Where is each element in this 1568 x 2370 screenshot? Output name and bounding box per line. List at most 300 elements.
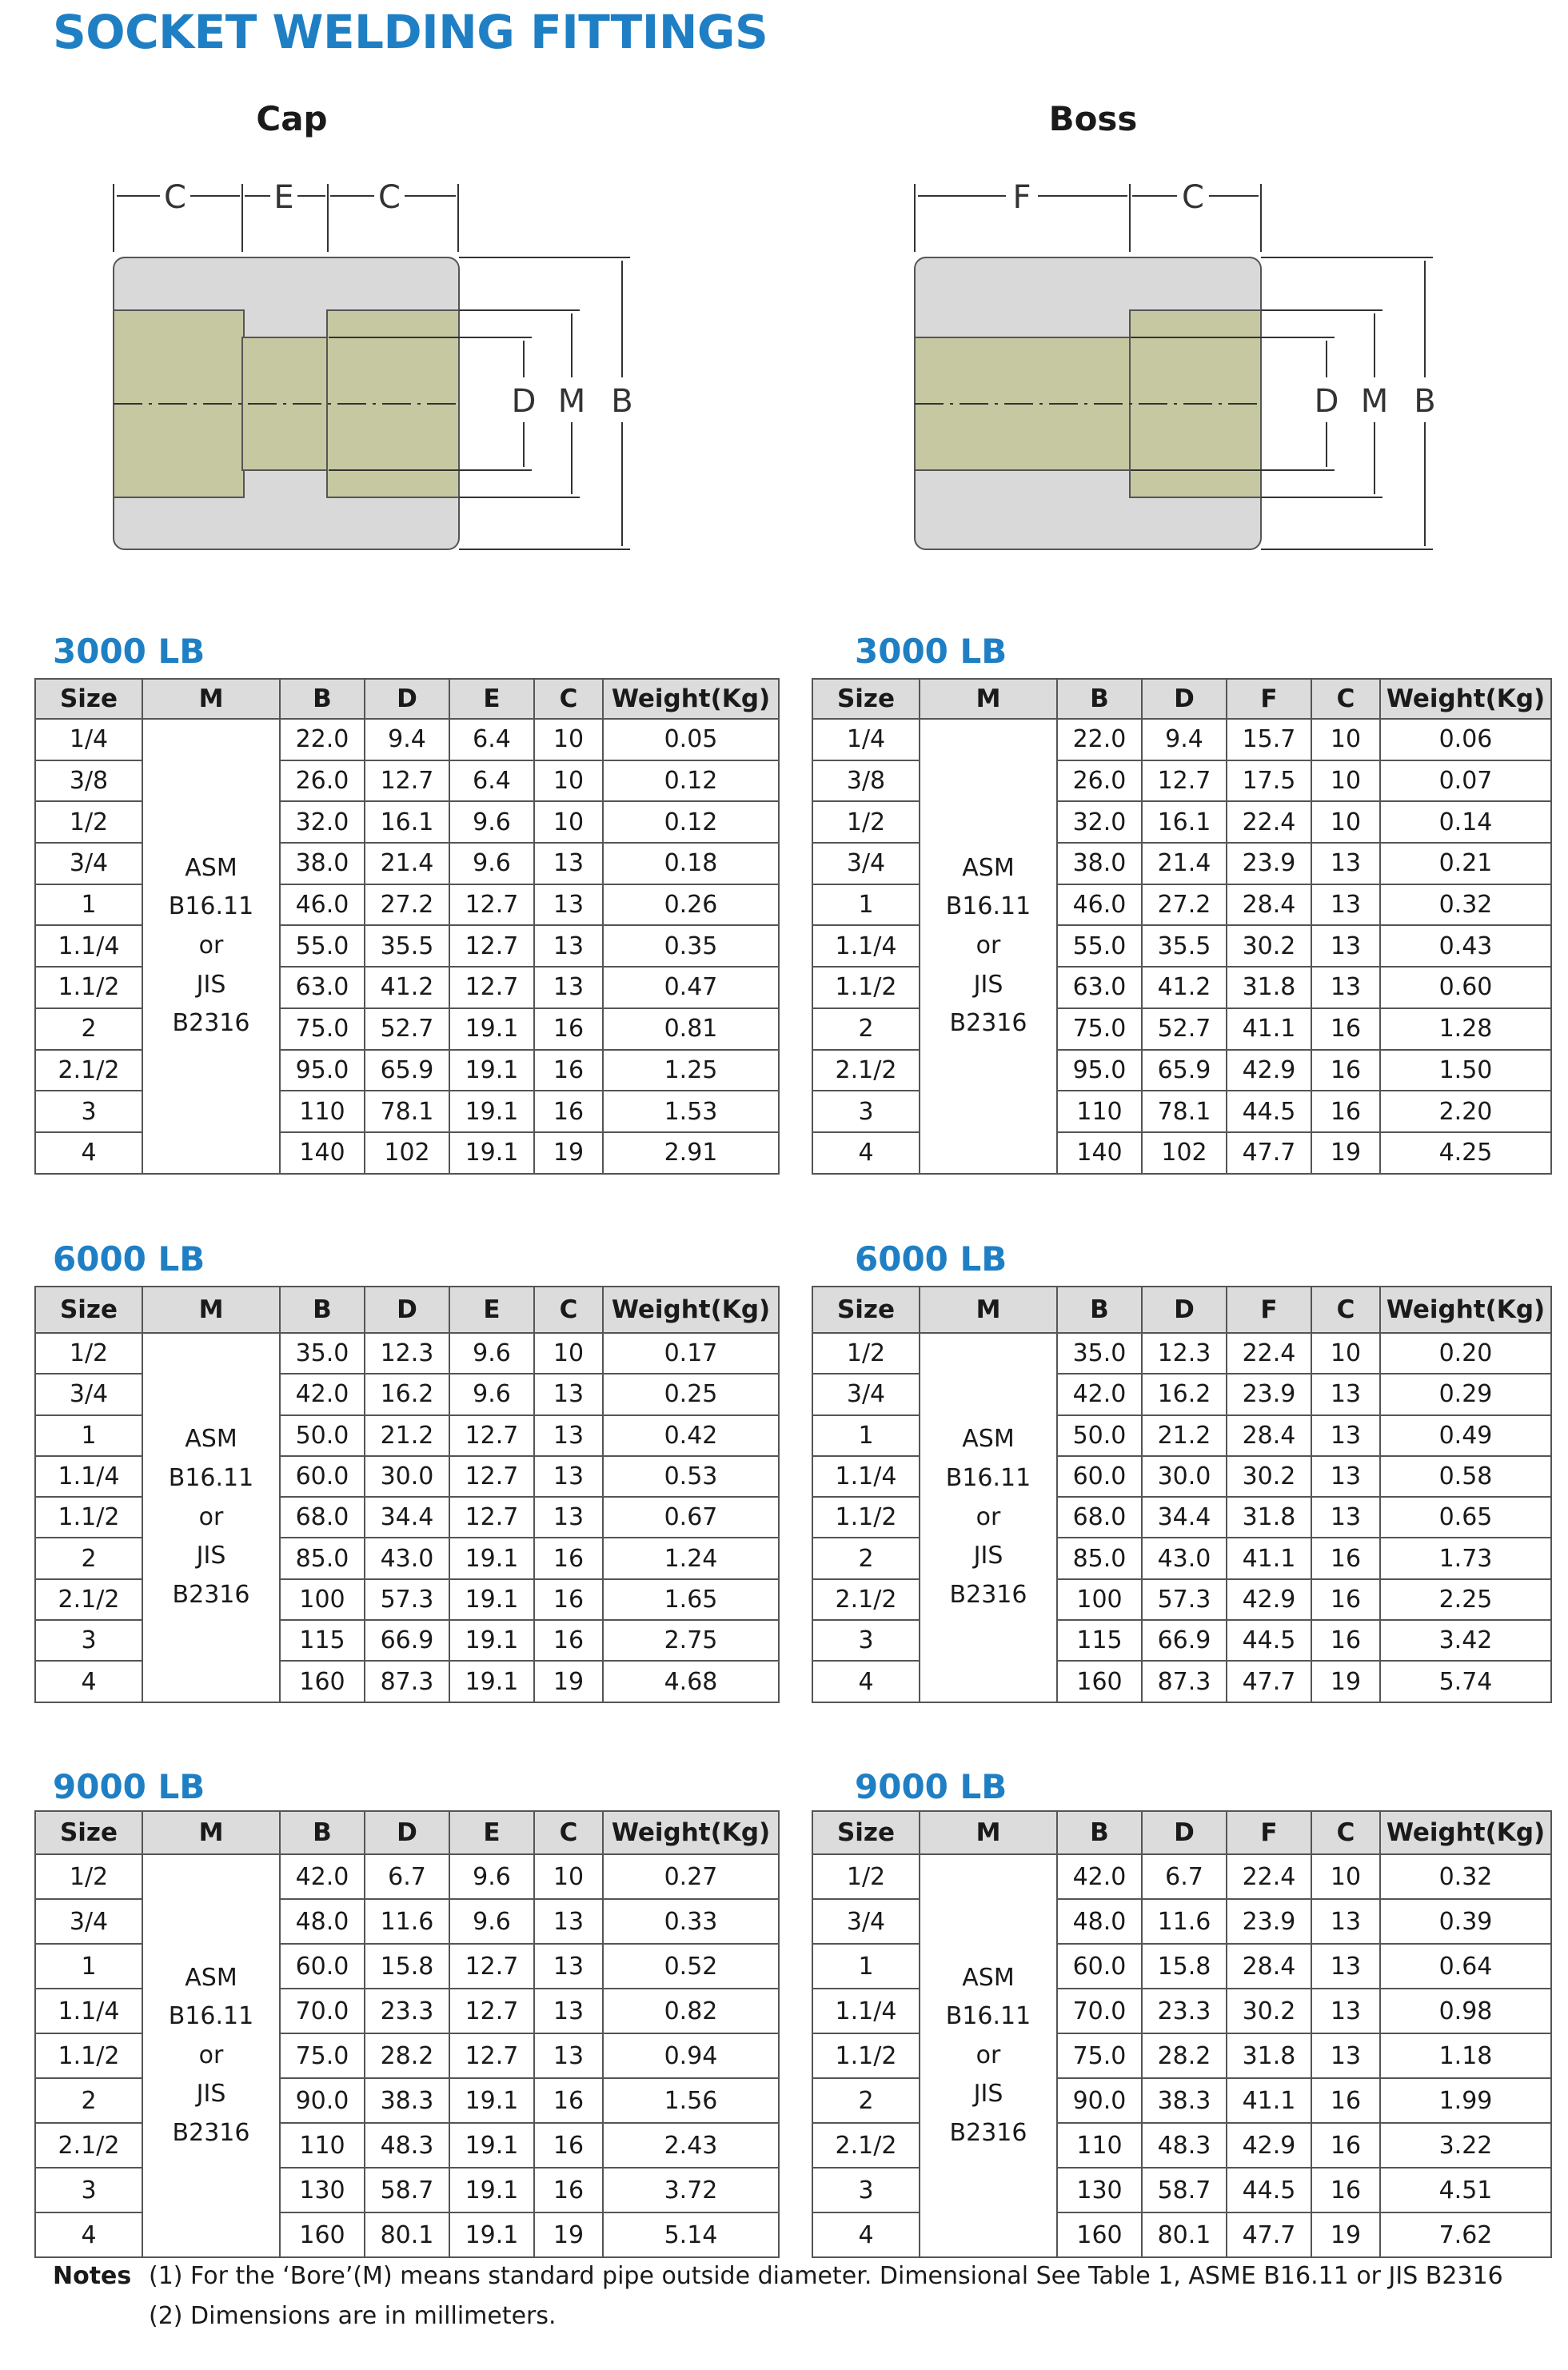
- cell-b: 63.0: [280, 967, 365, 1008]
- cell-b: 115: [280, 1620, 365, 1661]
- cell-size: 2.1/2: [35, 1579, 142, 1620]
- table-row: [812, 719, 1551, 760]
- cell-weight: 2.20: [1380, 1091, 1551, 1132]
- bore-standard-line: B2316: [172, 2118, 250, 2147]
- bore-standard-line: JIS: [196, 2080, 226, 2109]
- bore-standard-line: or: [198, 2041, 224, 2069]
- table-boss-6000-lb: [812, 1286, 1552, 1703]
- table-cap-6000-lb: [34, 1286, 780, 1703]
- cell-c: 13: [1311, 925, 1380, 967]
- cell-c: 10: [534, 719, 603, 760]
- cell-b: 115: [1057, 1620, 1142, 1661]
- cell-b: 60.0: [1057, 1456, 1142, 1497]
- cell-d: 38.3: [365, 2078, 449, 2123]
- cell-c: 13: [534, 1456, 603, 1497]
- cell-d: 66.9: [1142, 1620, 1227, 1661]
- cell-size: 1: [812, 1944, 920, 1989]
- cell-size: 1/4: [35, 719, 142, 760]
- cell-size: 2: [35, 1008, 142, 1050]
- column-header-m: M: [920, 1287, 1057, 1333]
- page-title: SOCKET WELDING FITTINGS: [53, 5, 768, 59]
- cell-e-or-f: 23.9: [1227, 843, 1311, 884]
- column-header-b: B: [1057, 679, 1142, 719]
- cell-e-or-f: 44.5: [1227, 1620, 1311, 1661]
- column-header-m: M: [142, 1811, 280, 1854]
- cell-weight: 5.14: [603, 2212, 779, 2257]
- cell-e-or-f: 30.2: [1227, 1989, 1311, 2033]
- cell-b: 110: [280, 2123, 365, 2168]
- cell-e-or-f: 6.4: [449, 719, 534, 760]
- cell-b: 100: [280, 1579, 365, 1620]
- cell-e-or-f: 9.6: [449, 843, 534, 884]
- cell-c: 10: [1311, 719, 1380, 760]
- bore-standard-line: ASM: [185, 1963, 237, 1992]
- cell-b: 46.0: [1057, 884, 1142, 926]
- cell-d: 102: [365, 1132, 449, 1174]
- table-row: [35, 1333, 779, 1374]
- cell-weight: 0.98: [1380, 1989, 1551, 2033]
- cell-b: 75.0: [280, 1008, 365, 1050]
- column-header-c: C: [1311, 1287, 1380, 1333]
- cell-e-or-f: 12.7: [449, 925, 534, 967]
- cell-d: 21.4: [365, 843, 449, 884]
- cell-b: 68.0: [280, 1497, 365, 1538]
- bore-standard-line: B2316: [949, 2118, 1027, 2147]
- table-cap-3000-lb: [34, 678, 780, 1175]
- bore-standard-cell: [920, 1333, 1057, 1702]
- column-header-d: D: [1142, 1811, 1227, 1854]
- cell-weight: 0.49: [1380, 1415, 1551, 1456]
- cell-e-or-f: 44.5: [1227, 1091, 1311, 1132]
- cell-e-or-f: 41.1: [1227, 1008, 1311, 1050]
- cell-size: 1.1/2: [812, 2033, 920, 2078]
- cell-d: 23.3: [1142, 1989, 1227, 2033]
- cell-e-or-f: 19.1: [449, 2078, 534, 2123]
- cell-weight: 0.14: [1380, 801, 1551, 843]
- cell-weight: 0.27: [603, 1854, 779, 1899]
- cell-b: 63.0: [1057, 967, 1142, 1008]
- cell-c: 16: [1311, 1538, 1380, 1578]
- cell-c: 10: [1311, 801, 1380, 843]
- cell-d: 43.0: [365, 1538, 449, 1578]
- cell-b: 100: [1057, 1579, 1142, 1620]
- column-header-size: Size: [812, 1811, 920, 1854]
- cell-e-or-f: 12.7: [449, 1415, 534, 1456]
- cell-d: 27.2: [1142, 884, 1227, 926]
- cell-size: 1.1/2: [35, 2033, 142, 2078]
- cell-e-or-f: 9.6: [449, 1333, 534, 1374]
- cell-c: 13: [534, 967, 603, 1008]
- cell-b: 160: [280, 2212, 365, 2257]
- table-header-row: [35, 1811, 779, 1854]
- cell-c: 19: [1311, 1661, 1380, 1702]
- cell-size: 1.1/4: [35, 1456, 142, 1497]
- cell-weight: 7.62: [1380, 2212, 1551, 2257]
- cell-c: 13: [534, 1374, 603, 1414]
- cell-c: 16: [534, 1008, 603, 1050]
- bore-standard-cell: [142, 1333, 280, 1702]
- cell-weight: 0.20: [1380, 1333, 1551, 1374]
- cell-d: 15.8: [1142, 1944, 1227, 1989]
- cell-e-or-f: 28.4: [1227, 1415, 1311, 1456]
- cell-d: 102: [1142, 1132, 1227, 1174]
- cell-size: 1/2: [812, 1333, 920, 1374]
- cell-e-or-f: 12.7: [449, 1944, 534, 1989]
- cell-weight: 0.33: [603, 1899, 779, 1944]
- cell-e-or-f: 12.7: [449, 967, 534, 1008]
- cell-size: 1.1/4: [812, 1989, 920, 2033]
- cell-b: 55.0: [280, 925, 365, 967]
- cell-e-or-f: 12.7: [449, 1497, 534, 1538]
- cell-weight: 1.28: [1380, 1008, 1551, 1050]
- cell-size: 4: [812, 1132, 920, 1174]
- cell-weight: 0.07: [1380, 760, 1551, 802]
- cell-e-or-f: 30.2: [1227, 925, 1311, 967]
- note-line-1: [53, 2256, 1503, 2296]
- column-header-weight-kg: Weight(Kg): [603, 1287, 779, 1333]
- cap-dim-m: M: [557, 383, 586, 420]
- section-title-9000-boss: 9000 LB: [855, 1767, 1007, 1806]
- cell-b: 42.0: [280, 1374, 365, 1414]
- cell-c: 13: [1311, 1415, 1380, 1456]
- cell-weight: 0.65: [1380, 1497, 1551, 1538]
- cell-size: 1: [35, 1415, 142, 1456]
- cell-weight: 0.35: [603, 925, 779, 967]
- note-1: (1) For the ‘Bore’(M) means standard pipe outside diameter. Dimensional See Table 1, ASME B16.11 or JIS B2316: [149, 2262, 1503, 2290]
- cell-d: 23.3: [365, 1989, 449, 2033]
- cell-c: 16: [534, 1620, 603, 1661]
- cell-weight: 0.94: [603, 2033, 779, 2078]
- cell-size: 2: [35, 2078, 142, 2123]
- cell-b: 85.0: [280, 1538, 365, 1578]
- cell-c: 16: [1311, 1620, 1380, 1661]
- cell-e-or-f: 31.8: [1227, 967, 1311, 1008]
- cell-e-or-f: 19.1: [449, 1620, 534, 1661]
- cell-c: 16: [534, 2078, 603, 2123]
- table-header-row: [35, 679, 779, 719]
- cell-c: 16: [1311, 2123, 1380, 2168]
- cell-b: 110: [1057, 1091, 1142, 1132]
- cell-b: 32.0: [280, 801, 365, 843]
- cell-b: 110: [280, 1091, 365, 1132]
- cell-size: 1/4: [812, 719, 920, 760]
- cell-e-or-f: 9.6: [449, 1374, 534, 1414]
- cell-b: 95.0: [1057, 1050, 1142, 1091]
- cell-d: 16.1: [365, 801, 449, 843]
- cell-weight: 0.06: [1380, 719, 1551, 760]
- cell-c: 19: [534, 1661, 603, 1702]
- table-cap-9000-lb: [34, 1810, 780, 2258]
- note-line-2: [53, 2296, 1503, 2336]
- cell-weight: 0.21: [1380, 843, 1551, 884]
- cell-weight: 0.29: [1380, 1374, 1551, 1414]
- cell-weight: 0.82: [603, 1989, 779, 2033]
- cell-size: 4: [35, 2212, 142, 2257]
- cell-size: 3: [812, 1091, 920, 1132]
- cell-c: 10: [1311, 1333, 1380, 1374]
- cell-c: 13: [1311, 1497, 1380, 1538]
- cell-weight: 2.91: [603, 1132, 779, 1174]
- cell-weight: 1.56: [603, 2078, 779, 2123]
- cell-b: 42.0: [1057, 1854, 1142, 1899]
- cell-weight: 0.52: [603, 1944, 779, 1989]
- cell-size: 1/2: [35, 801, 142, 843]
- column-header-d: D: [365, 1811, 449, 1854]
- cell-e-or-f: 31.8: [1227, 2033, 1311, 2078]
- cell-c: 16: [1311, 2168, 1380, 2212]
- column-header-f: F: [1227, 1811, 1311, 1854]
- bore-standard-line: B16.11: [945, 892, 1031, 921]
- cell-size: 3/4: [35, 843, 142, 884]
- cell-d: 11.6: [365, 1899, 449, 1944]
- cell-b: 32.0: [1057, 801, 1142, 843]
- cell-size: 2.1/2: [35, 2123, 142, 2168]
- cell-weight: 0.39: [1380, 1899, 1551, 1944]
- cell-weight: 1.53: [603, 1091, 779, 1132]
- cell-d: 52.7: [1142, 1008, 1227, 1050]
- bore-standard-line: JIS: [196, 1542, 226, 1570]
- cell-c: 13: [534, 925, 603, 967]
- cell-d: 80.1: [365, 2212, 449, 2257]
- cell-size: 1: [812, 884, 920, 926]
- cell-d: 34.4: [1142, 1497, 1227, 1538]
- bore-standard-line: or: [976, 2041, 1001, 2069]
- cell-e-or-f: 19.1: [449, 1008, 534, 1050]
- cell-b: 160: [1057, 1661, 1142, 1702]
- cell-weight: 0.12: [603, 801, 779, 843]
- cell-size: 2: [812, 1008, 920, 1050]
- cell-size: 3: [812, 2168, 920, 2212]
- cell-c: 13: [534, 1989, 603, 2033]
- cell-d: 52.7: [365, 1008, 449, 1050]
- cell-size: 1.1/2: [35, 1497, 142, 1538]
- table-header-row: [812, 1811, 1551, 1854]
- cell-d: 41.2: [1142, 967, 1227, 1008]
- table-header-row: [35, 1287, 779, 1333]
- cell-c: 16: [534, 1050, 603, 1091]
- cell-weight: 0.58: [1380, 1456, 1551, 1497]
- column-header-d: D: [365, 1287, 449, 1333]
- cell-size: 3: [35, 1091, 142, 1132]
- cell-weight: 0.32: [1380, 1854, 1551, 1899]
- cell-d: 41.2: [365, 967, 449, 1008]
- cell-size: 3: [35, 1620, 142, 1661]
- cell-e-or-f: 19.1: [449, 2168, 534, 2212]
- column-header-b: B: [1057, 1811, 1142, 1854]
- cell-e-or-f: 12.7: [449, 1989, 534, 2033]
- cell-weight: 3.42: [1380, 1620, 1551, 1661]
- cell-e-or-f: 44.5: [1227, 2168, 1311, 2212]
- cell-weight: 0.12: [603, 760, 779, 802]
- column-header-m: M: [920, 679, 1057, 719]
- cell-size: 3/4: [812, 843, 920, 884]
- cell-weight: 1.24: [603, 1538, 779, 1578]
- cell-weight: 0.32: [1380, 884, 1551, 926]
- cell-e-or-f: 41.1: [1227, 2078, 1311, 2123]
- cell-d: 16.2: [365, 1374, 449, 1414]
- cell-c: 10: [534, 1333, 603, 1374]
- cell-d: 57.3: [365, 1579, 449, 1620]
- bore-standard-line: B16.11: [945, 1463, 1031, 1492]
- column-header-e: E: [449, 1287, 534, 1333]
- cell-b: 90.0: [280, 2078, 365, 2123]
- cell-b: 75.0: [280, 2033, 365, 2078]
- cell-c: 13: [534, 1497, 603, 1538]
- cell-d: 12.7: [1142, 760, 1227, 802]
- cell-b: 48.0: [280, 1899, 365, 1944]
- cell-c: 13: [534, 1899, 603, 1944]
- cell-d: 15.8: [365, 1944, 449, 1989]
- cell-size: 2.1/2: [35, 1050, 142, 1091]
- cell-d: 57.3: [1142, 1579, 1227, 1620]
- cell-e-or-f: 22.4: [1227, 801, 1311, 843]
- cell-d: 58.7: [1142, 2168, 1227, 2212]
- cell-c: 13: [1311, 1989, 1380, 2033]
- cell-d: 6.7: [365, 1854, 449, 1899]
- cell-size: 3/8: [35, 760, 142, 802]
- cell-weight: 0.81: [603, 1008, 779, 1050]
- cell-b: 70.0: [280, 1989, 365, 2033]
- cell-b: 160: [280, 1661, 365, 1702]
- cell-c: 13: [1311, 2033, 1380, 2078]
- notes-label: Notes: [53, 2262, 132, 2290]
- cell-c: 16: [534, 2123, 603, 2168]
- cell-weight: 4.68: [603, 1661, 779, 1702]
- column-header-b: B: [280, 1811, 365, 1854]
- cap-dim-c-left: C: [164, 179, 186, 216]
- cell-e-or-f: 31.8: [1227, 1497, 1311, 1538]
- cell-d: 12.7: [365, 760, 449, 802]
- cell-c: 13: [1311, 843, 1380, 884]
- cell-c: 16: [1311, 1579, 1380, 1620]
- section-title-6000-boss: 6000 LB: [855, 1239, 1007, 1279]
- cell-size: 1/2: [812, 1854, 920, 1899]
- cell-c: 19: [534, 1132, 603, 1174]
- cell-d: 35.5: [365, 925, 449, 967]
- cell-d: 65.9: [365, 1050, 449, 1091]
- cell-size: 3/4: [35, 1374, 142, 1414]
- cell-d: 21.2: [1142, 1415, 1227, 1456]
- cell-e-or-f: 22.4: [1227, 1333, 1311, 1374]
- cell-d: 38.3: [1142, 2078, 1227, 2123]
- cell-d: 12.3: [365, 1333, 449, 1374]
- cell-size: 1: [35, 884, 142, 926]
- column-header-e: E: [449, 679, 534, 719]
- cell-c: 13: [1311, 1456, 1380, 1497]
- cell-b: 50.0: [280, 1415, 365, 1456]
- cell-e-or-f: 6.4: [449, 760, 534, 802]
- cell-c: 13: [1311, 1944, 1380, 1989]
- cell-d: 87.3: [365, 1661, 449, 1702]
- cell-b: 38.0: [1057, 843, 1142, 884]
- bore-standard-line: or: [198, 931, 224, 960]
- cell-c: 16: [1311, 1050, 1380, 1091]
- cell-weight: 0.47: [603, 967, 779, 1008]
- column-header-c: C: [1311, 1811, 1380, 1854]
- boss-figure-label: Boss: [1048, 99, 1138, 138]
- cell-size: 3/4: [812, 1899, 920, 1944]
- cell-b: 70.0: [1057, 1989, 1142, 2033]
- cell-e-or-f: 28.4: [1227, 1944, 1311, 1989]
- boss-dim-f: F: [1012, 179, 1031, 216]
- column-header-e: E: [449, 1811, 534, 1854]
- cell-b: 68.0: [1057, 1497, 1142, 1538]
- cell-b: 85.0: [1057, 1538, 1142, 1578]
- bore-standard-line: JIS: [973, 2080, 1003, 2109]
- cell-size: 1: [35, 1944, 142, 1989]
- cell-weight: 0.64: [1380, 1944, 1551, 1989]
- cell-weight: 0.25: [603, 1374, 779, 1414]
- cell-weight: 3.72: [603, 2168, 779, 2212]
- column-header-size: Size: [812, 679, 920, 719]
- cell-b: 35.0: [280, 1333, 365, 1374]
- bore-standard-line: JIS: [196, 970, 226, 999]
- cell-weight: 2.75: [603, 1620, 779, 1661]
- column-header-weight-kg: Weight(Kg): [1380, 679, 1551, 719]
- bore-standard-line: B2316: [949, 1580, 1027, 1609]
- cell-size: 2: [812, 2078, 920, 2123]
- cell-d: 6.7: [1142, 1854, 1227, 1899]
- cell-e-or-f: 47.7: [1227, 1132, 1311, 1174]
- column-header-d: D: [1142, 679, 1227, 719]
- table-row: [812, 1333, 1551, 1374]
- bore-standard-cell: [920, 719, 1057, 1174]
- bore-standard-line: B2316: [172, 1580, 250, 1609]
- cell-weight: 0.42: [603, 1415, 779, 1456]
- cell-d: 48.3: [365, 2123, 449, 2168]
- cell-b: 48.0: [1057, 1899, 1142, 1944]
- cell-b: 60.0: [1057, 1944, 1142, 1989]
- bore-standard-cell: [920, 1854, 1057, 2257]
- cell-weight: 0.43: [1380, 925, 1551, 967]
- cell-b: 130: [280, 2168, 365, 2212]
- column-header-size: Size: [35, 679, 142, 719]
- cell-d: 58.7: [365, 2168, 449, 2212]
- cell-e-or-f: 47.7: [1227, 1661, 1311, 1702]
- cell-b: 42.0: [280, 1854, 365, 1899]
- column-header-size: Size: [35, 1811, 142, 1854]
- cell-d: 30.0: [1142, 1456, 1227, 1497]
- cell-weight: 5.74: [1380, 1661, 1551, 1702]
- cell-b: 46.0: [280, 884, 365, 926]
- cell-size: 2: [812, 1538, 920, 1578]
- bore-standard-line: B16.11: [168, 892, 254, 921]
- cell-c: 13: [534, 884, 603, 926]
- cell-d: 21.4: [1142, 843, 1227, 884]
- cell-weight: 2.25: [1380, 1579, 1551, 1620]
- cell-d: 16.2: [1142, 1374, 1227, 1414]
- cell-d: 30.0: [365, 1456, 449, 1497]
- cell-c: 19: [1311, 2212, 1380, 2257]
- cap-dim-e: E: [273, 179, 294, 216]
- column-header-c: C: [1311, 679, 1380, 719]
- cell-c: 13: [534, 1415, 603, 1456]
- bore-standard-line: ASM: [185, 853, 237, 882]
- cell-e-or-f: 41.1: [1227, 1538, 1311, 1578]
- cell-weight: 1.18: [1380, 2033, 1551, 2078]
- cell-e-or-f: 42.9: [1227, 1579, 1311, 1620]
- bore-standard-line: or: [976, 1502, 1001, 1531]
- cell-size: 1.1/4: [35, 1989, 142, 2033]
- cell-c: 16: [1311, 1091, 1380, 1132]
- cap-dim-c-right: C: [378, 179, 401, 216]
- cell-d: 28.2: [1142, 2033, 1227, 2078]
- cell-c: 16: [534, 1091, 603, 1132]
- column-header-weight-kg: Weight(Kg): [603, 679, 779, 719]
- cell-size: 1.1/4: [35, 925, 142, 967]
- bore-standard-line: ASM: [962, 1425, 1015, 1454]
- cell-c: 13: [534, 843, 603, 884]
